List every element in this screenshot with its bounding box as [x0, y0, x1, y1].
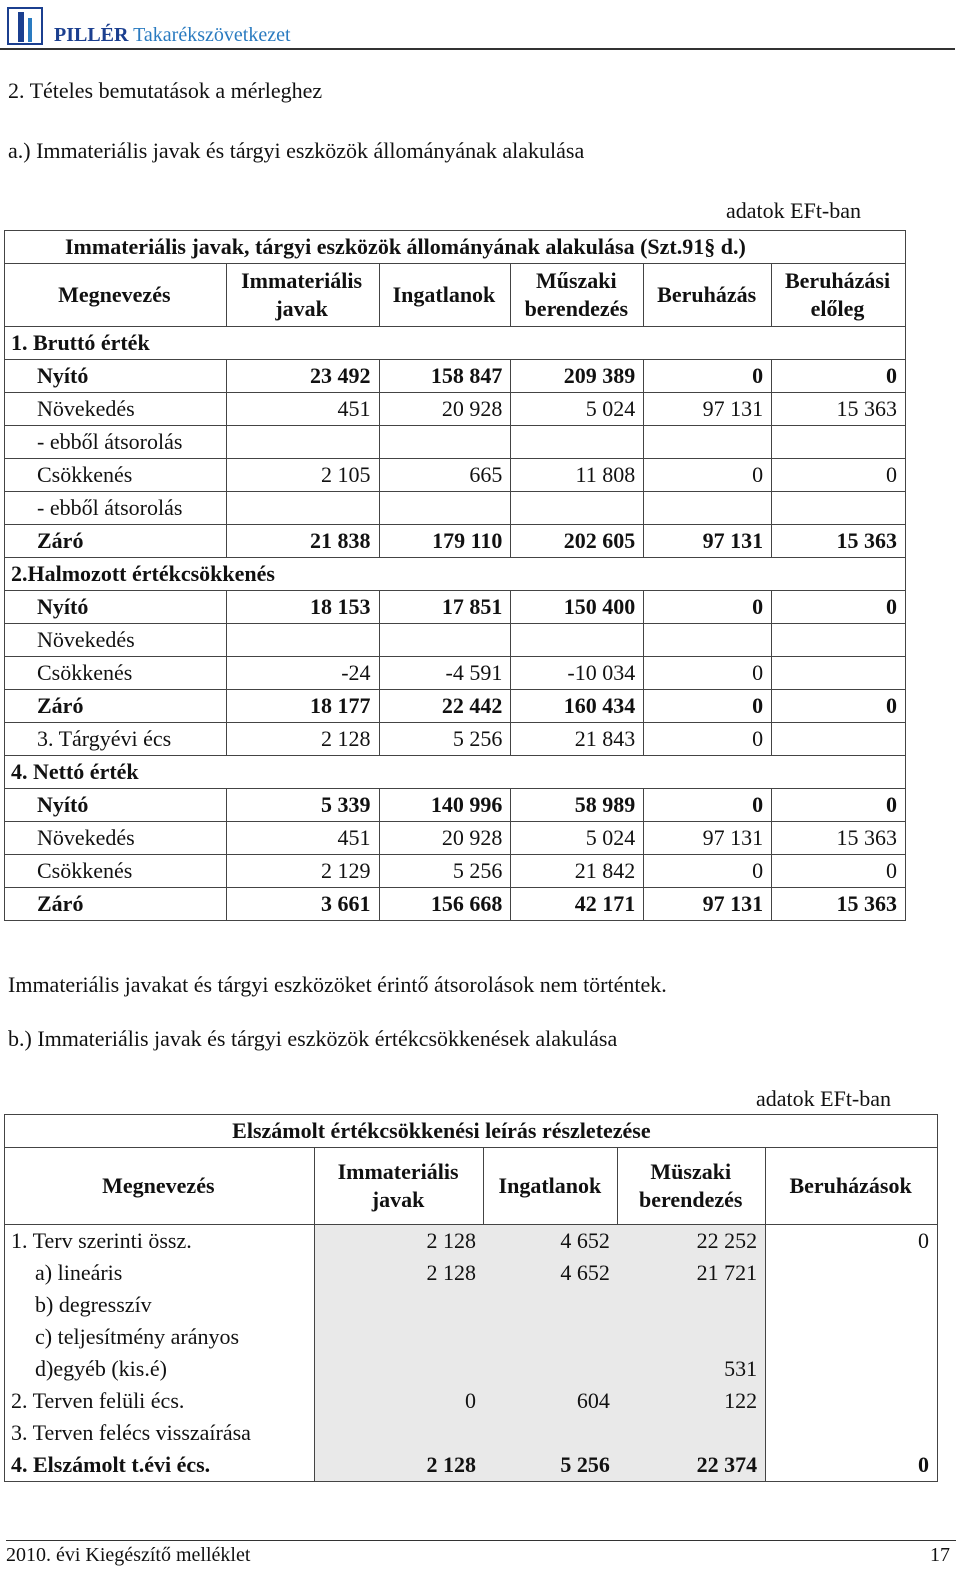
table-cell [772, 657, 906, 690]
col-header-intangible-b: Immateriális javak [314, 1148, 484, 1225]
table-cell: 97 131 [644, 393, 772, 426]
table-cell [766, 1353, 938, 1385]
table-cell: 158 847 [379, 360, 511, 393]
table-cell: 0 [644, 690, 772, 723]
table-cell: 0 [644, 855, 772, 888]
table-cell: 0 [772, 591, 906, 624]
table-row [5, 459, 906, 492]
row-label: Nyító [5, 360, 227, 393]
table-cell: 140 996 [379, 789, 511, 822]
table-row [5, 657, 906, 690]
table-cell: 4 652 [484, 1225, 618, 1258]
col-header-equipment: Műszaki berendezés [511, 264, 644, 327]
row-label: Záró [5, 525, 227, 558]
table-cell [618, 1321, 766, 1353]
table-cell [484, 1289, 618, 1321]
footer-text: 2010. évi Kiegészítő melléklet [6, 1544, 251, 1566]
row-section-label: 2.Halmozott értékcsökkenés [5, 558, 906, 591]
table-cell: 15 363 [772, 888, 906, 921]
table-row [5, 492, 906, 525]
table-cell [314, 1321, 484, 1353]
part-b-unit: adatok EFt-ban [756, 1086, 892, 1111]
row-label: Növekedés [5, 822, 227, 855]
col-header-investments-b: Beruházások [766, 1148, 938, 1225]
row-label: Nyító [5, 789, 227, 822]
col-header-real-estate-b: Ingatlanok [484, 1148, 618, 1225]
table-cell: 22 442 [379, 690, 511, 723]
table-cell [644, 492, 772, 525]
table-row [5, 1321, 938, 1353]
table-cell [484, 1321, 618, 1353]
table-row [5, 591, 906, 624]
table-cell [766, 1417, 938, 1449]
table-cell [379, 492, 511, 525]
table-cell [511, 426, 644, 459]
table-cell: 15 363 [772, 822, 906, 855]
table-cell: 5 256 [379, 723, 511, 756]
row-label: 2. Terven felüli écs. [5, 1385, 315, 1417]
table-cell: 17 851 [379, 591, 511, 624]
depreciation-table-title: Elszámolt értékcsökkenési leírás részletezése [232, 1115, 855, 1148]
table-cell: 179 110 [379, 525, 511, 558]
table-cell: 2 128 [314, 1225, 484, 1258]
table-cell: 5 024 [511, 393, 644, 426]
table-cell: 21 842 [511, 855, 644, 888]
table-cell: 5 256 [379, 855, 511, 888]
row-label: c) teljesítmény arányos [5, 1321, 315, 1353]
table-cell: 604 [484, 1385, 618, 1417]
table-row [5, 1449, 938, 1482]
row-label: Nyító [5, 591, 227, 624]
table-cell: 451 [226, 393, 379, 426]
table-cell: 0 [644, 789, 772, 822]
table-cell [772, 723, 906, 756]
row-label: 4. Elszámolt t.évi écs. [5, 1449, 315, 1482]
table-cell [314, 1417, 484, 1449]
row-label: - ebből átsorolás [5, 492, 227, 525]
table-row [5, 360, 906, 393]
table-row [5, 1225, 938, 1258]
table-cell: 4 652 [484, 1257, 618, 1289]
table-cell: 5 339 [226, 789, 379, 822]
table-cell [379, 624, 511, 657]
table-row [5, 426, 906, 459]
table-row [5, 327, 906, 360]
table-cell [226, 426, 379, 459]
table-row [5, 1257, 938, 1289]
table-cell: 18 153 [226, 591, 379, 624]
table-cell: 156 668 [379, 888, 511, 921]
table-cell [644, 426, 772, 459]
table-cell: 21 843 [511, 723, 644, 756]
asset-table [4, 230, 906, 921]
table-cell: 531 [618, 1353, 766, 1385]
table-cell: 122 [618, 1385, 766, 1417]
table-row [5, 822, 906, 855]
table-cell: 11 808 [511, 459, 644, 492]
col-header-intangible: Immateriális javak [226, 264, 379, 327]
row-label: Záró [5, 888, 227, 921]
header-divider [0, 48, 955, 50]
table-cell: 0 [644, 459, 772, 492]
table-cell: -24 [226, 657, 379, 690]
table-cell: 2 128 [314, 1257, 484, 1289]
table-cell [766, 1321, 938, 1353]
pillar-logo-icon [6, 6, 50, 46]
table-cell [379, 426, 511, 459]
row-label: Csökkenés [5, 657, 227, 690]
col-header-equipment-b: Müszaki berendezés [618, 1148, 766, 1225]
table-cell: 3 661 [226, 888, 379, 921]
table-row [5, 855, 906, 888]
table-cell: 0 [772, 459, 906, 492]
section-title: 2. Tételes bemutatások a mérleghez [8, 78, 323, 103]
table-cell [618, 1289, 766, 1321]
table-cell: 0 [644, 360, 772, 393]
part-a-note: Immateriális javakat és tárgyi eszközöket érintő átsorolások nem történtek. [8, 972, 667, 997]
table-cell [484, 1353, 618, 1385]
table-cell [644, 624, 772, 657]
table-cell: 20 928 [379, 393, 511, 426]
table-cell: 0 [314, 1385, 484, 1417]
part-a-unit: adatok EFt-ban [726, 198, 862, 223]
table-cell: 665 [379, 459, 511, 492]
table-cell: 5 256 [484, 1449, 618, 1482]
table-cell: 42 171 [511, 888, 644, 921]
table-cell: 58 989 [511, 789, 644, 822]
row-label: Csökkenés [5, 459, 227, 492]
row-section-label: 4. Nettó érték [5, 756, 906, 789]
table-cell: 23 492 [226, 360, 379, 393]
table-cell: 15 363 [772, 525, 906, 558]
col-header-name: Megnevezés [5, 264, 227, 327]
table-cell: 97 131 [644, 822, 772, 855]
table-cell: 160 434 [511, 690, 644, 723]
table-cell: 18 177 [226, 690, 379, 723]
table-cell: -4 591 [379, 657, 511, 690]
table-row [5, 723, 906, 756]
table-cell: 22 252 [618, 1225, 766, 1258]
table-cell: 0 [766, 1449, 938, 1482]
table-cell: 97 131 [644, 888, 772, 921]
col-header-name-b: Megnevezés [5, 1148, 315, 1225]
row-label: Növekedés [5, 624, 227, 657]
row-label: Csökkenés [5, 855, 227, 888]
row-label: - ebből átsorolás [5, 426, 227, 459]
table-cell [766, 1289, 938, 1321]
row-label: 1. Terv szerinti össz. [5, 1225, 315, 1258]
row-label: 3. Tárgyévi écs [5, 723, 227, 756]
table-row [5, 1289, 938, 1321]
part-b-heading: b.) Immateriális javak és tárgyi eszközök értékcsökkenések alakulása [8, 1026, 618, 1051]
part-a-heading: a.) Immateriális javak és tárgyi eszközök állományának alakulása [8, 138, 585, 163]
logo-subtitle: Takarékszövetkezet [133, 24, 291, 46]
table-row [5, 558, 906, 591]
table-cell: 0 [766, 1225, 938, 1258]
row-label: 3. Terven felécs visszaírása [5, 1417, 315, 1449]
col-header-investment: Beruházás [644, 264, 772, 327]
logo-brand: PILLÉR [54, 24, 129, 46]
asset-table-title: Immateriális javak, tárgyi eszközök állományának alakulása (Szt.91§ d.) [5, 231, 906, 264]
table-cell: 0 [644, 591, 772, 624]
table-cell: 0 [772, 855, 906, 888]
table-cell: 21 838 [226, 525, 379, 558]
table-cell: 209 389 [511, 360, 644, 393]
table-cell: 2 105 [226, 459, 379, 492]
table-row [5, 756, 906, 789]
table-row [5, 1385, 938, 1417]
table-cell: 97 131 [644, 525, 772, 558]
table-cell: -10 034 [511, 657, 644, 690]
logo-text [54, 24, 291, 47]
table-cell [772, 492, 906, 525]
table-row [5, 789, 906, 822]
table-cell: 0 [772, 690, 906, 723]
table-cell: 20 928 [379, 822, 511, 855]
col-header-advance: Beruházási előleg [772, 264, 906, 327]
depreciation-table [4, 1114, 938, 1482]
table-cell: 2 128 [226, 723, 379, 756]
page-number: 17 [930, 1544, 950, 1566]
table-cell [766, 1385, 938, 1417]
table-cell: 0 [644, 657, 772, 690]
table-cell: 15 363 [772, 393, 906, 426]
table-cell: 0 [772, 360, 906, 393]
table-cell [772, 624, 906, 657]
table-cell [511, 624, 644, 657]
table-cell: 0 [772, 789, 906, 822]
table-cell: 21 721 [618, 1257, 766, 1289]
table-cell: 2 129 [226, 855, 379, 888]
table-cell [226, 624, 379, 657]
row-label: d)egyéb (kis.é) [5, 1353, 315, 1385]
table-cell: 5 024 [511, 822, 644, 855]
table-cell: 2 128 [314, 1449, 484, 1482]
table-row [5, 525, 906, 558]
row-section-label: 1. Bruttó érték [5, 327, 906, 360]
table-cell [618, 1417, 766, 1449]
table-cell: 202 605 [511, 525, 644, 558]
table-cell: 451 [226, 822, 379, 855]
table-row [5, 1417, 938, 1449]
table-cell: 22 374 [618, 1449, 766, 1482]
table-cell [772, 426, 906, 459]
table-cell [314, 1353, 484, 1385]
table-row [5, 690, 906, 723]
row-label: b) degresszív [5, 1289, 315, 1321]
table-row [5, 624, 906, 657]
table-cell: 0 [644, 723, 772, 756]
table-row [5, 393, 906, 426]
table-cell [766, 1257, 938, 1289]
col-header-real-estate: Ingatlanok [379, 264, 511, 327]
table-cell [511, 492, 644, 525]
table-cell: 150 400 [511, 591, 644, 624]
table-cell [314, 1289, 484, 1321]
table-row [5, 888, 906, 921]
table-cell [484, 1417, 618, 1449]
footer-divider [6, 1540, 956, 1541]
row-label: Növekedés [5, 393, 227, 426]
table-row [5, 1353, 938, 1385]
row-label: a) lineáris [5, 1257, 315, 1289]
table-cell [226, 492, 379, 525]
row-label: Záró [5, 690, 227, 723]
